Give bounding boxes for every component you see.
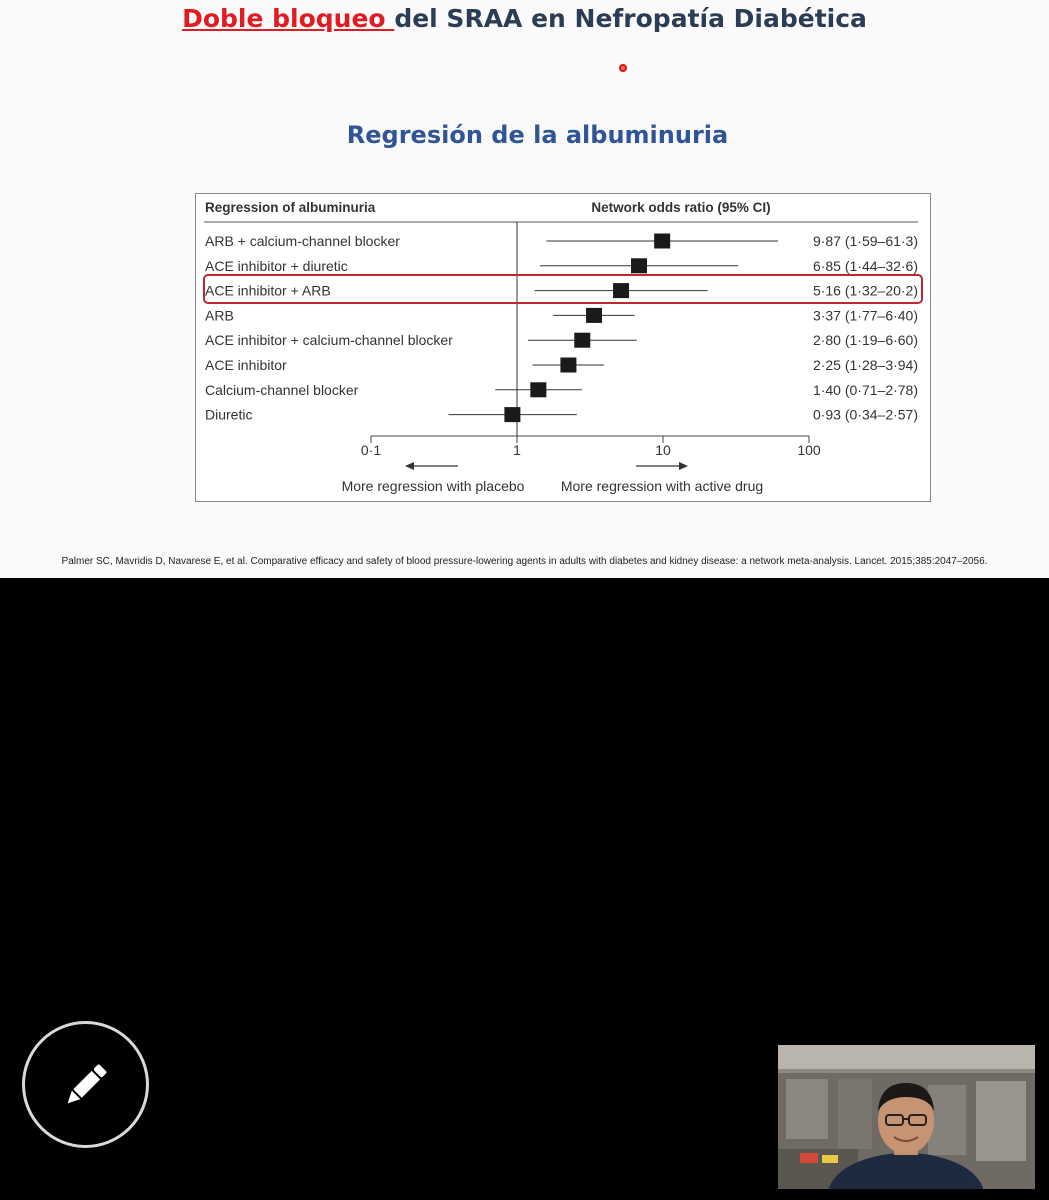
row-value: 1·40 (0·71–2·78) <box>812 381 918 398</box>
x-tick-label: 10 <box>655 442 671 458</box>
forest-plot <box>196 194 932 503</box>
row-label: ARB + calcium-channel blocker <box>205 233 400 249</box>
citation-text: Palmer SC, Mavridis D, Navarese E, et al. Comparative efficacy and safety of blood pressure-lowering agents in adults with diabetes and kidney disease: a network meta-analysis. Lancet. 2015;385:2047–2056. <box>61 556 988 567</box>
arrow-right-head-icon <box>679 462 688 470</box>
plot-layer <box>205 222 918 436</box>
row-value: 6·85 (1·44–32·6) <box>812 257 918 274</box>
row-value: 0·93 (0·34–2·57) <box>812 406 918 423</box>
point-estimate-marker <box>631 258 647 273</box>
point-estimate-marker <box>586 308 602 323</box>
row-label: ACE inhibitor + calcium-channel blocker <box>205 332 453 349</box>
presenter-video-image <box>778 1045 1035 1189</box>
x-tick-label: 0·1 <box>360 442 382 458</box>
arrow-left-head-icon <box>405 462 414 470</box>
slide-title <box>0 4 1049 33</box>
pencil-icon <box>58 1057 114 1113</box>
point-estimate-marker <box>530 382 546 397</box>
slide-title-highlight: Doble bloqueo <box>182 4 395 33</box>
point-estimate-marker <box>504 407 520 422</box>
x-tick-label: 1 <box>513 442 521 458</box>
chart-title: Regression of albuminuria <box>205 200 376 215</box>
forest-plot-figure <box>195 193 931 502</box>
row-label: ACE inhibitor + diuretic <box>205 257 348 274</box>
presenter-video-thumbnail[interactable] <box>778 1045 1035 1189</box>
laser-pointer-dot <box>619 64 627 72</box>
row-label: Calcium-channel blocker <box>205 381 359 398</box>
point-estimate-marker <box>654 234 670 249</box>
effect-header: Network odds ratio (95% CI) <box>591 200 771 215</box>
row-value: 9·87 (1·59–61·3) <box>812 233 918 249</box>
x-axis-ticks <box>361 436 821 458</box>
direction-right-label: More regression with active drug <box>560 478 764 494</box>
row-value: 2·80 (1·19–6·60) <box>812 332 918 349</box>
slide-title-rest: del SRAA en Nefropatía Diabética <box>394 4 867 33</box>
slide-subtitle: Regresión de la albuminuria <box>346 121 729 149</box>
point-estimate-marker <box>613 283 629 298</box>
x-tick-label: 100 <box>797 442 821 458</box>
row-label: ACE inhibitor <box>205 357 287 373</box>
point-estimate-marker <box>574 333 590 348</box>
row-value: 5·16 (1·32–20·2) <box>812 282 918 299</box>
row-label: Diuretic <box>205 406 253 423</box>
row-value: 2·25 (1·28–3·94) <box>812 357 918 373</box>
direction-left-label: More regression with placebo <box>341 478 525 494</box>
row-value: 3·37 (1·77–6·40) <box>812 307 918 324</box>
annotate-pen-button[interactable] <box>22 1021 149 1148</box>
presentation-slide <box>0 0 1049 578</box>
row-label: ACE inhibitor + ARB <box>205 282 331 299</box>
row-label: ARB <box>205 307 234 324</box>
point-estimate-marker <box>560 358 576 373</box>
